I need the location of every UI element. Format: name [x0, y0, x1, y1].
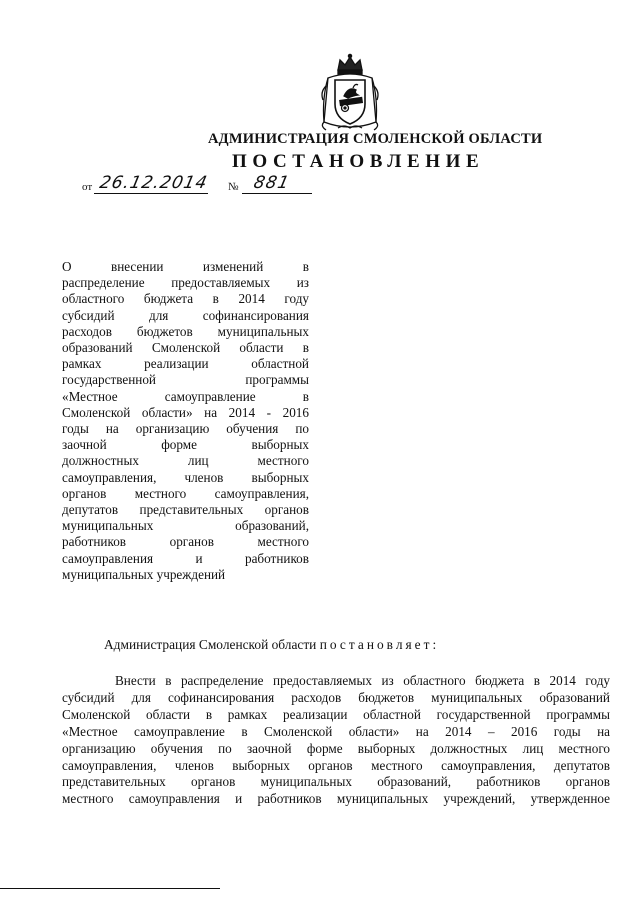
- subject-word: выборных: [251, 437, 309, 453]
- subject-word: должностных: [62, 453, 139, 469]
- subject-word: форме: [161, 437, 197, 453]
- subject-line: самоуправления, членов выборных: [62, 469, 309, 485]
- subject-word: для: [148, 307, 169, 323]
- subject-line: органов местного самоуправления,: [62, 485, 309, 501]
- footer-rule: [0, 888, 220, 889]
- preamble: [104, 637, 439, 653]
- number-underline: [242, 193, 312, 194]
- subject-line: областного бюджета в 2014 году: [62, 291, 309, 307]
- subject-word: субсидий: [62, 307, 115, 323]
- subject-line: [62, 389, 309, 405]
- body-line: субсидий для софинансирования расходов бюджетов муниципальных образований: [62, 689, 610, 705]
- subject-line: [62, 534, 309, 550]
- resolution-body: [62, 673, 610, 808]
- subject-word: в: [302, 388, 309, 404]
- body-line: организацию обучения по заочной форме выборных должностных лиц местного: [62, 740, 610, 756]
- subject-line: годы на организацию обучения по: [62, 421, 309, 437]
- subject-word: самоуправление: [164, 388, 256, 404]
- subject-word: работников: [62, 534, 127, 550]
- body-line: самоуправления, членов выборных органов местного самоуправления, депутатов: [62, 757, 610, 773]
- document-date: 26.12.2014: [97, 173, 210, 193]
- subject-word: программы: [245, 372, 309, 388]
- subject-word: О: [62, 259, 72, 274]
- preamble-text: Администрация Смоленской области: [104, 637, 317, 652]
- subject-word: софинансирования: [202, 307, 309, 323]
- subject-word: образований,: [235, 518, 309, 534]
- subject-word: работников: [244, 550, 309, 566]
- subject-word: рамках: [62, 356, 102, 372]
- subject-line: распределение предоставляемых из: [62, 275, 309, 291]
- subject-line: образований Смоленской области в: [62, 340, 309, 356]
- subject-word: местного: [257, 453, 309, 469]
- subject-line: [62, 437, 309, 453]
- subject-word: областной: [251, 356, 309, 372]
- subject-line: [62, 551, 309, 567]
- subject-word: заочной: [62, 437, 107, 453]
- body-line: Смоленской области в рамках реализации областной государственной программы: [62, 706, 610, 722]
- subject-word: изменений: [202, 259, 264, 274]
- document-number: 881: [251, 173, 292, 193]
- subject-line: депутатов представительных органов: [62, 502, 309, 518]
- date-number-row: [82, 175, 322, 197]
- body-line: представительных органов муниципальных образований, работников органов: [62, 774, 610, 790]
- preamble-verb: постановляет:: [319, 637, 440, 652]
- subject-line: [62, 518, 309, 534]
- date-underline: [94, 193, 208, 194]
- subject-line: [62, 356, 309, 372]
- subject-word: и: [195, 550, 203, 566]
- date-prefix-label: от: [82, 181, 93, 193]
- organization-title: АДМИНИСТРАЦИЯ СМОЛЕНСКОЙ ОБЛАСТИ: [208, 131, 543, 147]
- subject-word: муниципальных: [62, 518, 154, 534]
- document-subject: [62, 259, 309, 583]
- subject-line: [62, 259, 309, 275]
- subject-line: [62, 372, 309, 388]
- subject-line: Смоленской области» на 2014 - 2016: [62, 404, 309, 420]
- subject-word: реализации: [144, 356, 209, 372]
- subject-line: расходов бюджетов муниципальных: [62, 323, 309, 339]
- subject-word: в: [302, 259, 309, 274]
- subject-word: «Местное: [62, 388, 118, 404]
- subject-line: [62, 453, 309, 469]
- subject-word: государственной: [62, 372, 156, 388]
- document-type-title: ПОСТАНОВЛЕНИЕ: [232, 151, 485, 172]
- body-line: Внести в распределение предоставляемых из областного бюджета в 2014 году: [115, 673, 610, 688]
- body-line: «Местное самоуправление в Смоленской области» на 2014 – 2016 годы на: [62, 723, 610, 739]
- subject-line: муниципальных учреждений: [62, 566, 226, 582]
- subject-word: органов: [169, 534, 214, 550]
- number-label: №: [228, 181, 239, 193]
- body-line: местного самоуправления и работников муниципальных учреждений, утвержденное: [62, 791, 610, 807]
- subject-word: внесении: [110, 259, 164, 274]
- subject-word: лиц: [187, 453, 209, 469]
- subject-word: местного: [257, 534, 309, 550]
- subject-line: [62, 308, 309, 324]
- subject-word: самоуправления: [62, 550, 154, 566]
- coat-of-arms-icon: [314, 52, 386, 134]
